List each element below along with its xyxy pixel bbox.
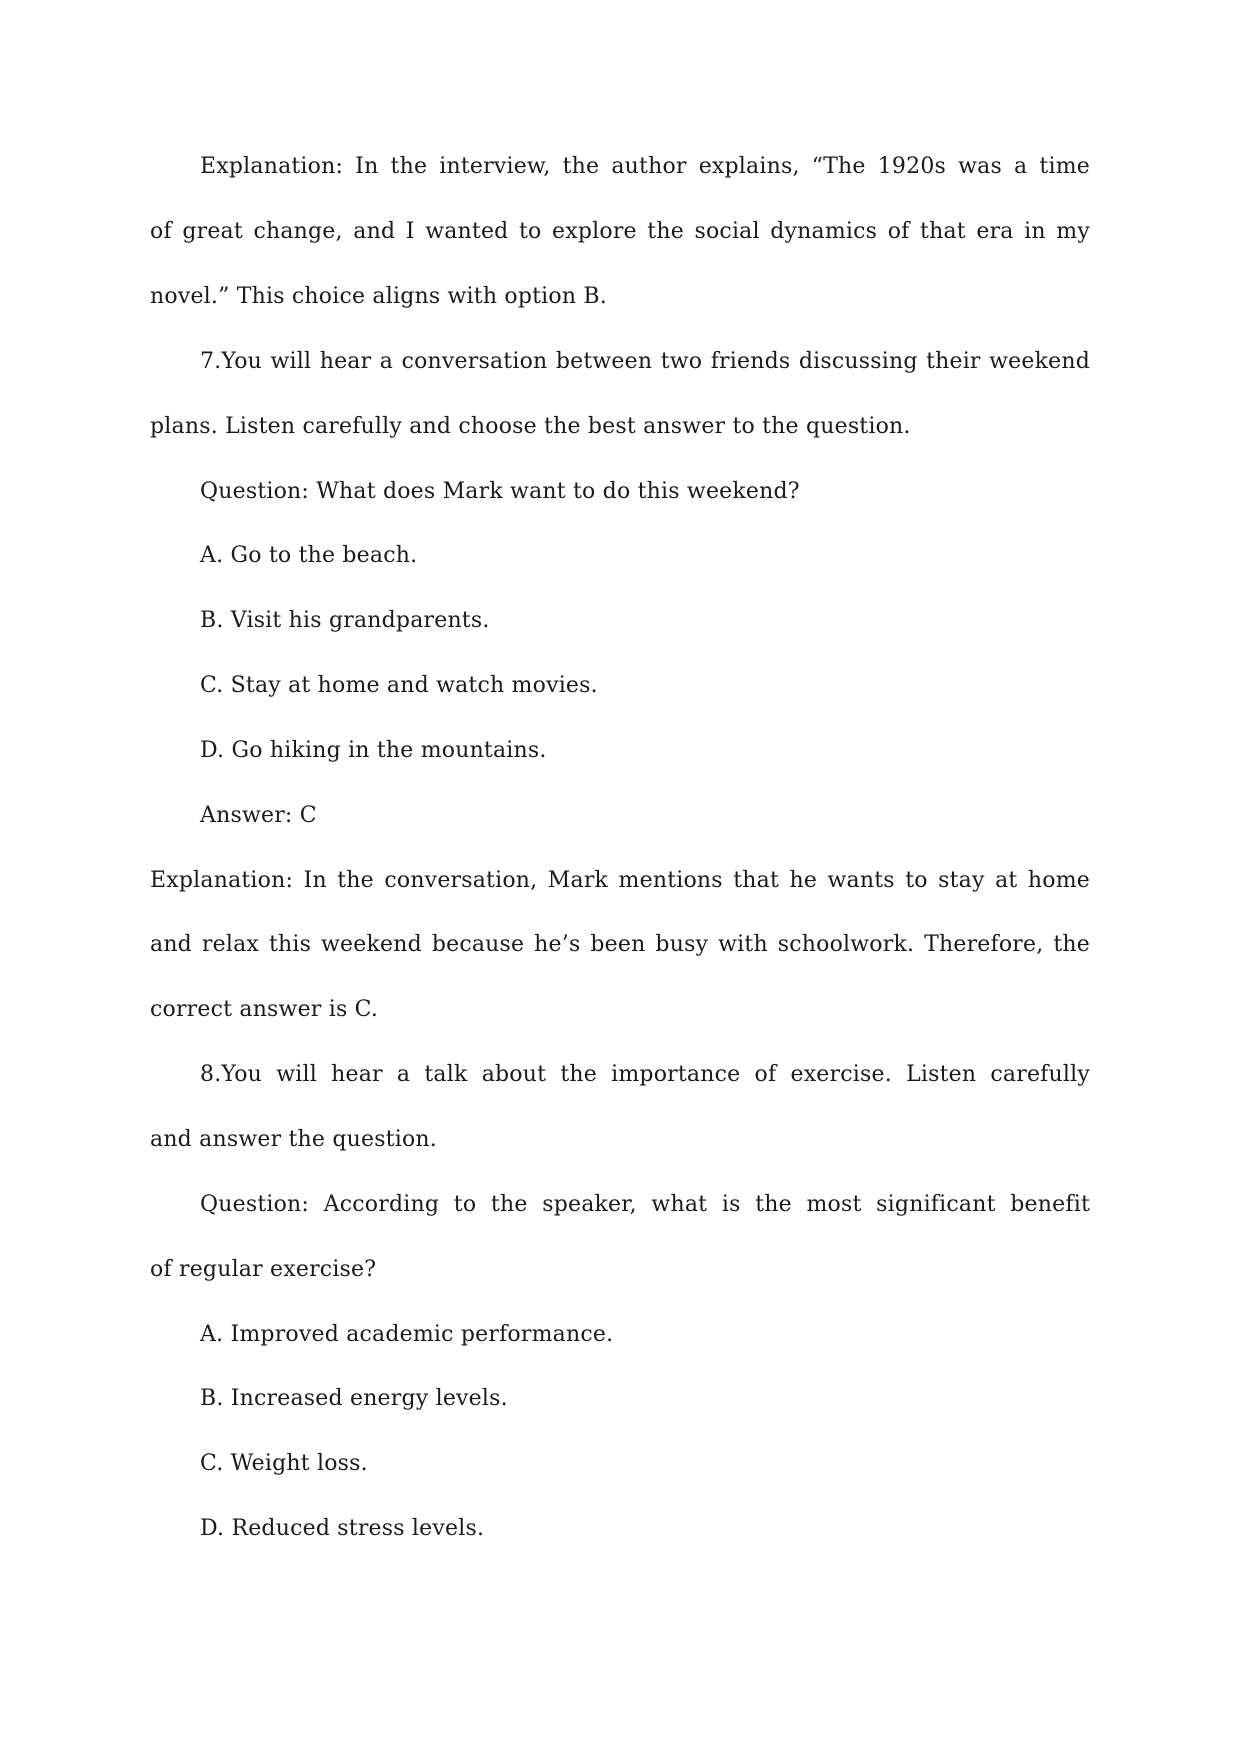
explanation-7-line-2: and relax this weekend because he’s been busy with schoolwork. Therefore, the bbox=[150, 932, 1090, 957]
explanation-7-line-3: correct answer is C. bbox=[150, 997, 379, 1022]
explanation-6-line-3: novel.” This choice aligns with option B. bbox=[150, 284, 607, 309]
explanation-7-line-1: Explanation: In the conversation, Mark mentions that he wants to stay at home bbox=[150, 868, 1090, 893]
question-8-option-b: B. Increased energy levels. bbox=[200, 1386, 508, 1411]
question-7-option-d: D. Go hiking in the mountains. bbox=[200, 738, 547, 763]
explanation-6-line-2: of great change, and I wanted to explore the social dynamics of that era in my bbox=[150, 219, 1090, 244]
question-7-option-a: A. Go to the beach. bbox=[200, 543, 418, 568]
question-8-option-a: A. Improved academic performance. bbox=[200, 1322, 614, 1347]
question-7-answer: Answer: C bbox=[200, 803, 317, 828]
explanation-6-line-1: Explanation: In the interview, the author explains, “The 1920s was a time bbox=[200, 154, 1090, 179]
question-8-option-c: C. Weight loss. bbox=[200, 1451, 368, 1476]
question-8-prompt-line-2: and answer the question. bbox=[150, 1127, 437, 1152]
question-7-prompt-line-2: plans. Listen carefully and choose the best answer to the question. bbox=[150, 414, 911, 439]
question-8-prompt-line-1: 8.You will hear a talk about the importance of exercise. Listen carefully bbox=[200, 1062, 1090, 1087]
question-8-option-d: D. Reduced stress levels. bbox=[200, 1516, 485, 1541]
question-7-question: Question: What does Mark want to do this weekend? bbox=[200, 479, 800, 504]
question-7-option-b: B. Visit his grandparents. bbox=[200, 608, 490, 633]
question-8-question-line-1: Question: According to the speaker, what is the most significant benefit bbox=[200, 1192, 1090, 1217]
question-8-question-line-2: of regular exercise? bbox=[150, 1257, 377, 1282]
question-7-prompt-line-1: 7.You will hear a conversation between two friends discussing their weekend bbox=[200, 349, 1090, 374]
question-7-option-c: C. Stay at home and watch movies. bbox=[200, 673, 598, 698]
